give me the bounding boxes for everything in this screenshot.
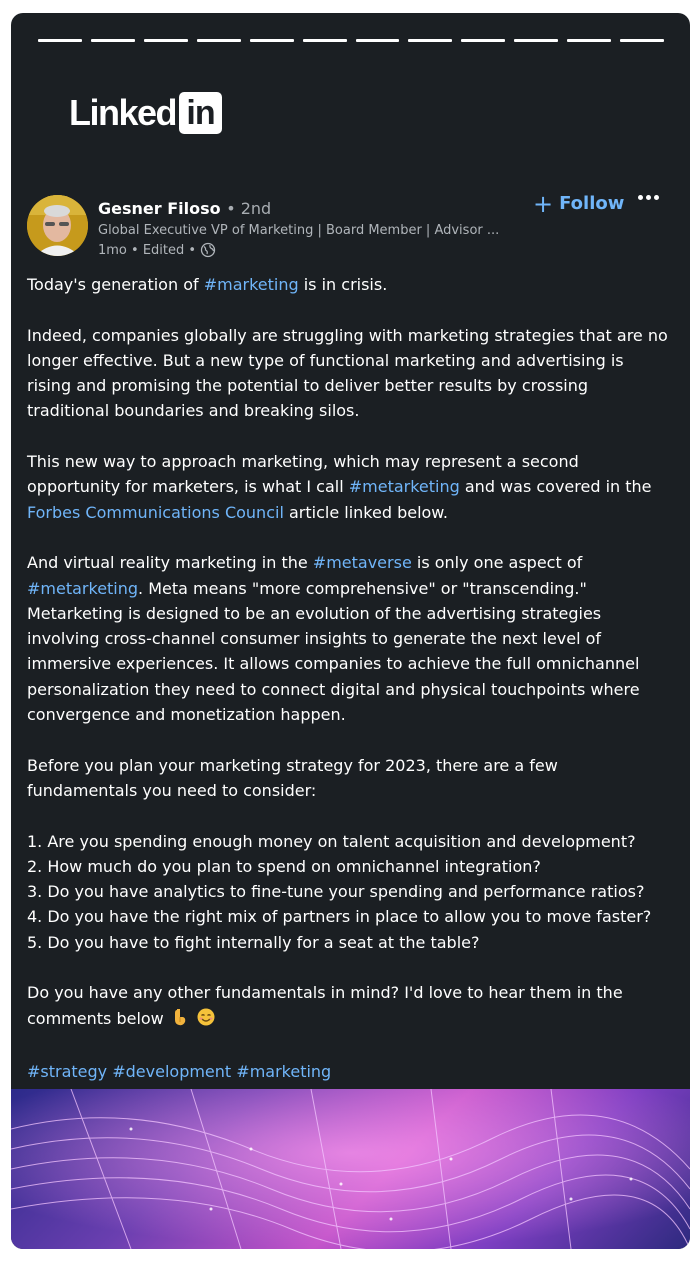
dot	[646, 195, 651, 200]
author-headline: Global Executive VP of Marketing | Board Member | Advisor ...	[98, 223, 500, 238]
text: . Meta means "more comprehensive" or "transcending." Metarketing is designed to be an evolution of the advertising strategies involving cross-channel consumer insights to generate the next level of immersive experiences. It allows companies to achieve the full omnichannel personalization they need to connect digital and physical touchpoints where convergence and monetization happen.	[27, 578, 640, 725]
question-list	[27, 829, 672, 955]
post-meta	[98, 242, 216, 258]
paragraph-2: Indeed, companies globally are struggling with marketing strategies that are no longer effective. But a new type of functional marketing and advertising is rising and promising the potential to deliver better results by crossing traditional boundaries and breaking silos.	[27, 325, 668, 421]
hashtag-metarketing[interactable]: #metarketing	[348, 477, 460, 497]
avatar-photo	[27, 195, 88, 256]
backhand-index-pointing-down-icon	[170, 1007, 190, 1034]
progress-segment	[514, 39, 558, 42]
progress-segment	[356, 39, 400, 42]
progress-segment	[408, 39, 452, 42]
author-name[interactable]: Gesner Filoso	[98, 199, 221, 218]
post-time: 1mo • Edited •	[98, 242, 197, 258]
progress-segment	[250, 39, 294, 42]
text: This new way to approach marketing, which may represent a second opportunity for marketers, is what I call	[27, 452, 579, 497]
list-item: 5. Do you have to fight internally for a seat at the table?	[27, 932, 480, 952]
hashtag-metarketing[interactable]: #metarketing	[27, 578, 139, 598]
connection-degree: • 2nd	[226, 199, 272, 218]
text: is in crisis.	[298, 275, 388, 294]
text: And virtual reality marketing in the	[27, 553, 313, 573]
text: Today's generation of	[27, 275, 204, 294]
article-preview-image[interactable]	[11, 1089, 690, 1249]
progress-segment	[38, 39, 82, 42]
hashtag-metaverse[interactable]: #metaverse	[312, 553, 412, 573]
progress-segment	[91, 39, 135, 42]
story-card	[11, 13, 690, 1249]
text: and was covered in the	[459, 477, 652, 497]
list-item: 2. How much do you plan to spend on omnichannel integration?	[27, 856, 541, 876]
follow-label: Follow	[559, 193, 625, 214]
hashtag-marketing[interactable]: #marketing	[236, 1062, 332, 1082]
hashtag-marketing[interactable]: #marketing	[203, 275, 299, 294]
dot	[638, 195, 643, 200]
progress-segment	[567, 39, 611, 42]
text: article linked below.	[283, 502, 448, 522]
paragraph-5: Before you plan your marketing strategy for 2023, there are a few fundamentals you need to consider:	[27, 755, 558, 800]
follow-button[interactable]	[533, 189, 625, 218]
globe-icon	[200, 242, 216, 258]
logo-text: Linked	[69, 92, 177, 133]
smiling-face-icon	[196, 1007, 216, 1034]
author-name-row[interactable]	[98, 199, 271, 218]
hashtag-strategy[interactable]: #strategy	[27, 1062, 108, 1082]
progress-segment	[144, 39, 188, 42]
progress-segment	[620, 39, 664, 42]
progress-segment	[303, 39, 347, 42]
linkedin-logo	[69, 92, 222, 134]
list-item: 3. Do you have analytics to fine-tune your spending and performance ratios?	[27, 882, 645, 902]
post-body	[27, 272, 672, 1085]
list-item: 1. Are you spending enough money on talent acquisition and development?	[27, 831, 636, 851]
progress-segment	[197, 39, 241, 42]
paragraph-6	[27, 980, 672, 1034]
plus-icon: +	[533, 189, 554, 218]
more-options-icon[interactable]	[638, 195, 659, 200]
network-wave-graphic	[11, 1089, 690, 1249]
author-avatar[interactable]	[27, 195, 88, 256]
text: Do you have any other fundamentals in mind? I'd love to hear them in the comments below	[27, 983, 623, 1028]
hashtag-development[interactable]: #development	[112, 1062, 232, 1082]
story-progress-bar	[38, 39, 664, 42]
paragraph-4	[27, 550, 672, 727]
dot	[654, 195, 659, 200]
progress-segment	[461, 39, 505, 42]
logo-in-box: in	[179, 92, 222, 134]
forbes-link[interactable]: Forbes Communications Council	[27, 502, 284, 522]
paragraph-3	[27, 449, 672, 525]
hashtag-row	[27, 1059, 672, 1084]
paragraph-1	[27, 272, 672, 297]
text: is only one aspect of	[411, 553, 583, 573]
list-item: 4. Do you have the right mix of partners in place to allow you to move faster?	[27, 907, 652, 927]
